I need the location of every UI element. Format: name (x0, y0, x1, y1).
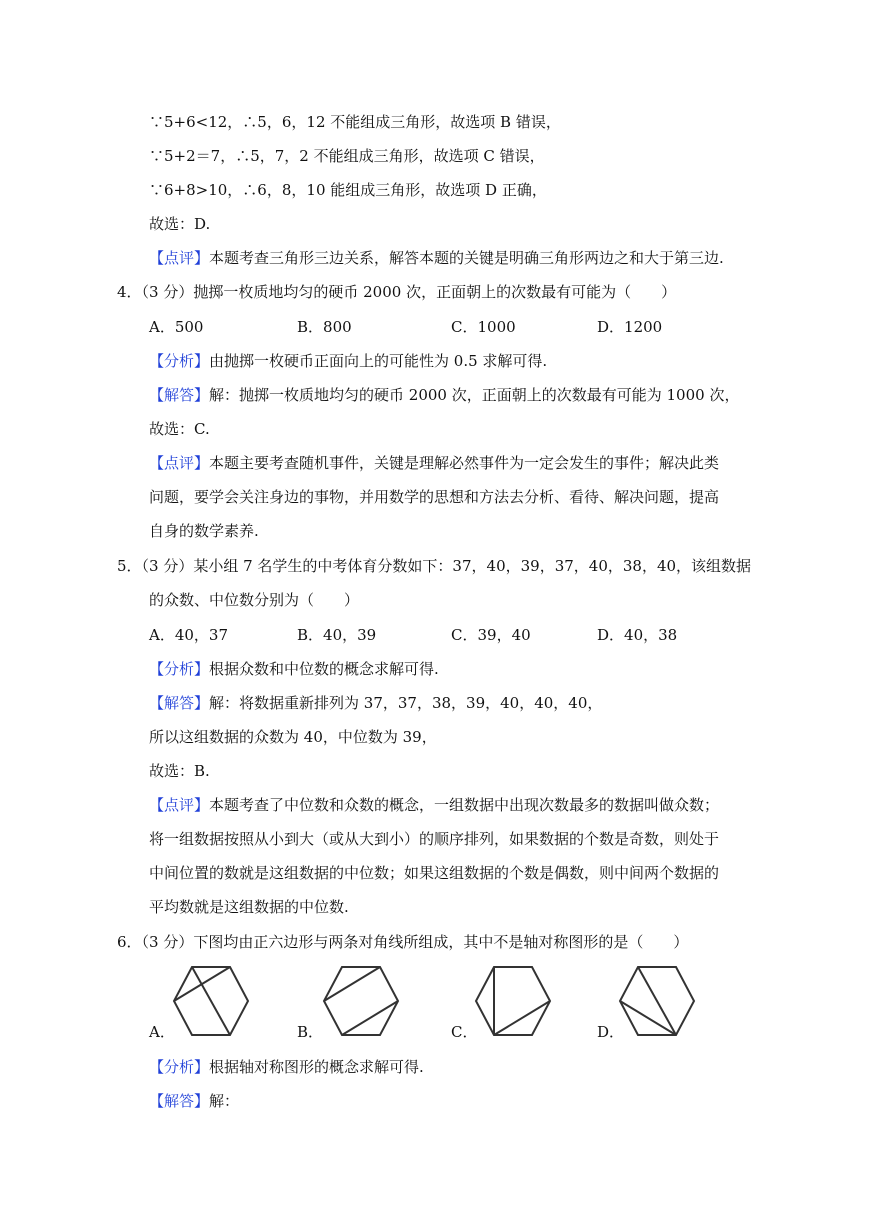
q5-comment-line-3: 中间位置的数就是这组数据的中位数；如果这组数据的个数是偶数，则中间两个数据的 (149, 864, 720, 882)
q4-stem: 4．（3 分）抛掷一枚质地均匀的硬币 2000 次，正面朝上的次数最有可能为（ ） (117, 283, 677, 301)
q5-comment-line-4: 平均数就是这组数据的中位数. (149, 898, 349, 916)
q4-option-a: A．500 (149, 318, 204, 336)
q4-option-b: B．800 (297, 318, 352, 336)
analysis-text: 根据众数和中位数的概念求解可得. (209, 660, 439, 678)
q6-option-a-figure (170, 963, 250, 1039)
q6-option-a-label: A． (149, 1023, 175, 1041)
q4-comment-line-2: 问题，要学会关注身边的事物，并用数学的思想和方法去分析、看待、解决问题，提高 (149, 488, 720, 506)
q4-comment (149, 453, 719, 473)
answer-tag: 【解答】 (149, 386, 210, 404)
answer-text: 解：将数据重新排列为 37，37，38，39，40，40，40， (209, 694, 603, 712)
q5-option-d: D．40，38 (597, 626, 678, 644)
comment-tag: 【点评】 (149, 796, 210, 814)
q6-stem: 6．（3 分）下图均由正六边形与两条对角线所组成，其中不是轴对称图形的是（ ） (117, 933, 689, 951)
q5-answer (149, 693, 602, 713)
q6-option-d-label: D． (597, 1023, 625, 1041)
comment-tag: 【点评】 (149, 249, 210, 267)
q5-option-c: C．39，40 (451, 626, 531, 644)
q6-analysis (149, 1057, 424, 1077)
q5-comment-line-2: 将一组数据按照从小到大（或从大到小）的顺序排列，如果数据的个数是奇数，则处于 (149, 830, 720, 848)
q6-option-c-figure (472, 963, 552, 1039)
q5-answer-line-2: 所以这组数据的众数为 40，中位数为 39， (149, 728, 437, 746)
answer-tag: 【解答】 (149, 694, 210, 712)
analysis-tag: 【分析】 (149, 352, 210, 370)
solution-choice: 故选：D. (149, 215, 211, 233)
q4-answer (149, 385, 739, 405)
q6-answer (149, 1091, 239, 1111)
q4-choice: 故选：C. (149, 420, 210, 438)
q5-comment (149, 795, 719, 815)
analysis-text: 根据轴对称图形的概念求解可得. (209, 1058, 424, 1076)
comment-text: 本题主要考查随机事件，关键是理解必然事件为一定会发生的事件；解决此类 (209, 454, 720, 472)
q5-option-a: A．40，37 (149, 626, 229, 644)
q6-option-d-figure (616, 963, 696, 1039)
q6-option-b-figure (320, 963, 400, 1039)
solution-line-2: ∵5+2＝7，∴5，7，2 不能组成三角形，故选项 C 错误， (149, 147, 545, 165)
analysis-tag: 【分析】 (149, 660, 210, 678)
q6-option-b-label: B． (297, 1023, 324, 1041)
q5-stem-line-2: 的众数、中位数分别为（ ） (149, 591, 360, 609)
comment-text: 本题考查三角形三边关系，解答本题的关键是明确三角形两边之和大于第三边. (209, 249, 724, 267)
answer-text: 解：抛掷一枚质地均匀的硬币 2000 次，正面朝上的次数最有可能为 1000 次， (209, 386, 740, 404)
solution-line-3: ∵6+8>10，∴6，8，10 能组成三角形，故选项 D 正确， (149, 181, 547, 199)
comment-tag: 【点评】 (149, 454, 210, 472)
q4-comment-line-3: 自身的数学素养. (149, 522, 259, 540)
q5-option-b: B．40，39 (297, 626, 377, 644)
comment-line (149, 248, 724, 268)
q5-analysis (149, 659, 439, 679)
q6-option-c-label: C． (451, 1023, 478, 1041)
analysis-text: 由抛掷一枚硬币正面向上的可能性为 0.5 求解可得. (209, 352, 548, 370)
answer-text: 解： (209, 1092, 240, 1110)
analysis-tag: 【分析】 (149, 1058, 210, 1076)
solution-line-1: ∵5+6<12，∴5，6，12 不能组成三角形，故选项 B 错误， (149, 113, 561, 131)
q5-choice: 故选：B. (149, 762, 210, 780)
comment-text: 本题考查了中位数和众数的概念，一组数据中出现次数最多的数据叫做众数； (209, 796, 720, 814)
q4-option-c: C．1000 (451, 318, 516, 336)
q4-analysis (149, 351, 547, 371)
q5-stem-line-1: 5．（3 分）某小组 7 名学生的中考体育分数如下：37，40，39，37，40，38，40，该组数据 (117, 557, 752, 575)
answer-tag: 【解答】 (149, 1092, 210, 1110)
q4-option-d: D．1200 (597, 318, 663, 336)
